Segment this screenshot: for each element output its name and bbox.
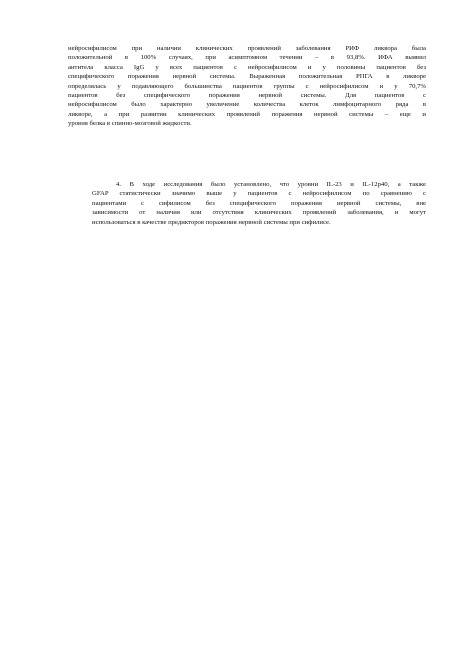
text-line: специфического поражения нервной системы. Выраженная положительная РПГА в ликворе [68, 73, 426, 81]
text-line: пациентами с сифилисом без специфического поражения нервной системы, вне [92, 199, 426, 207]
text-line: зависимости от наличия или отсутствия клинических проявлений заболевания, и могут [92, 209, 426, 217]
text-line: использоваться в качестве предикторов поражения нервной системы при сифилисе. [92, 218, 331, 226]
text-line: GFAP статистически значимо выше у пациентов с нейросифилисом по сравнению с [92, 190, 426, 198]
paragraph-results-liquor [68, 44, 426, 129]
text-line: положительной в 100% случаях, при асимптомном течении – в 93,8%. ИФА выявил [68, 54, 426, 62]
text-line: пациентов без специфического поражения нервной системы. Для пациентов с [68, 92, 426, 100]
text-line: нейросифилисом при наличии клинических проявлений заболевания РИФ ликвора была [68, 45, 426, 52]
text-line: ликворе, а при развитии клинических проявлений поражения нервной системы – еще и [68, 110, 426, 118]
text-line: нейросифилисом было характерно увеличение количества клеток лимфоцитарного ряда в [68, 101, 426, 109]
text-line: уровня белка в спинно-мозговой жидкости. [68, 120, 192, 128]
text-line: определялась у подавляющего большинства пациентов группы с нейросифилисом и у 70,7% [68, 82, 426, 90]
text-line: антитела класса IgG у всех пациентов с нейросифилисом и у половины пациентов без [68, 63, 426, 71]
paragraph-conclusion-4 [68, 180, 426, 227]
text-line: 4. В ходе исследования было установлено, что уровни IL-23 и IL-12p40, а также [116, 181, 426, 188]
